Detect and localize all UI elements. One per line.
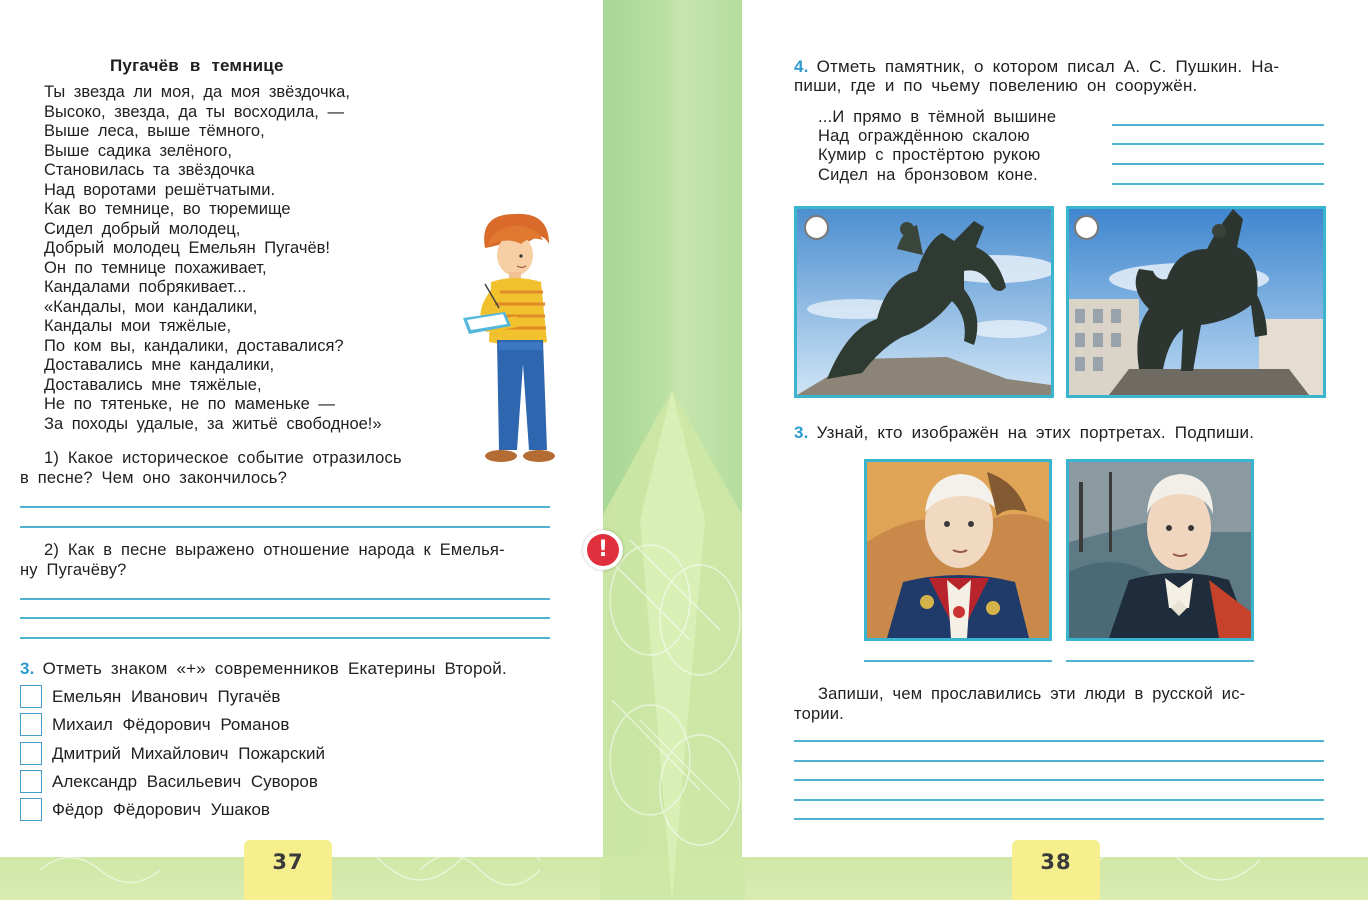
quote-line: Сидел на бронзовом коне.	[818, 166, 1038, 184]
poem-line: Он по темнице похаживает,	[44, 258, 267, 277]
task-4-text: Отметь памятник, о котором писал А. С. Пушкин. На-	[816, 57, 1280, 76]
poem-line: «Кандалы, мои кандалики,	[44, 297, 258, 316]
answer-line[interactable]	[20, 598, 550, 600]
answer-line[interactable]	[20, 617, 550, 619]
answer-line[interactable]	[20, 506, 550, 508]
poem-line: Выше садика зелёного,	[44, 141, 232, 160]
task-3-right-header	[794, 423, 1254, 443]
caption-line-portrait-2[interactable]	[1066, 660, 1254, 662]
boy-illustration	[455, 210, 565, 470]
caption-line-portrait-1[interactable]	[864, 660, 1052, 662]
poem-line: Выше леса, выше тёмного,	[44, 122, 265, 140]
monument-photo-bronze-horseman	[794, 206, 1054, 398]
option-label: Александр Васильевич Суворов	[52, 772, 318, 791]
poem-title: Пугачёв в темнице	[110, 56, 284, 75]
answer-line[interactable]	[794, 760, 1324, 762]
write-task-line-1: Запиши, чем прославились эти люди в русской ис-	[818, 685, 1246, 703]
answer-line[interactable]	[1112, 124, 1324, 126]
answer-line[interactable]	[1112, 143, 1324, 145]
poem-line: Высоко, звезда, да ты восходила, —	[44, 102, 344, 121]
checkbox-pozharsky[interactable]	[20, 742, 42, 765]
question-2-line-1: 2) Как в песне выражено отношение народа к Емелья-	[44, 541, 505, 559]
quote-line: Над ограждённою скалою	[818, 127, 1030, 145]
portrait-ushakov	[1066, 459, 1254, 641]
quote-line: Кумир с простёртою рукою	[818, 146, 1041, 164]
poem-line: Над воротами решётчатыми.	[44, 180, 276, 199]
answer-line[interactable]	[1112, 163, 1324, 165]
poem-line: Кандалами побрякивает...	[44, 278, 247, 296]
option-label: Фёдор Фёдорович Ушаков	[52, 800, 270, 819]
poem-line: Кандалы мои тяжёлые,	[44, 317, 232, 335]
poem-line: Сидел добрый молодец,	[44, 219, 241, 238]
radio-monument-1[interactable]	[804, 215, 829, 240]
task-3-text: Отметь знаком «+» современников Екатерины Второй.	[42, 659, 507, 678]
option-label: Дмитрий Михайлович Пожарский	[52, 744, 325, 763]
poem-line: Добрый молодец Емельян Пугачёв!	[44, 239, 330, 257]
question-1-line-1: 1) Какое историческое событие отразилось	[44, 449, 402, 467]
monument-photo-dolgoruky	[1066, 206, 1326, 398]
checkbox-pugachev[interactable]	[20, 685, 42, 708]
answer-line[interactable]	[794, 779, 1324, 781]
poem-line: Ты звезда ли моя, да моя звёздочка,	[44, 83, 350, 101]
answer-line[interactable]	[794, 740, 1324, 742]
page-number-left: 37	[244, 840, 332, 900]
write-task-line-2: тории.	[794, 705, 844, 723]
quote-line: ...И прямо в тёмной вышине	[818, 108, 1057, 126]
task-3-right-number: 3.	[794, 423, 809, 442]
task-4-number: 4.	[794, 57, 809, 76]
question-1-line-2: в песне? Чем оно закончилось?	[20, 469, 287, 487]
option-label: Емельян Иванович Пугачёв	[52, 687, 281, 706]
poem-line: За походы удалые, за житьё свободное!»	[44, 414, 382, 433]
answer-line[interactable]	[794, 818, 1324, 820]
checkbox-romanov[interactable]	[20, 713, 42, 736]
option-label: Михаил Фёдорович Романов	[52, 715, 290, 734]
left-page	[0, 0, 603, 857]
poem-line: Доставались мне тяжёлые,	[44, 375, 262, 394]
poem-line: По ком вы, кандалики, доставалися?	[44, 336, 344, 355]
answer-line[interactable]	[20, 637, 550, 639]
answer-line[interactable]	[20, 526, 550, 528]
radio-monument-2[interactable]	[1074, 215, 1099, 240]
poem-line: Не по тятеньке, не по маменьке —	[44, 395, 335, 413]
checkbox-ushakov[interactable]	[20, 798, 42, 821]
answer-line[interactable]	[1112, 183, 1324, 185]
task-4-line-2: пиши, где и по чьему повелению он сооружён.	[794, 76, 1198, 95]
task-3-right-text: Узнай, кто изображён на этих портретах. Подпиши.	[816, 423, 1255, 442]
poem-line: Становилась та звёздочка	[44, 161, 255, 179]
right-page	[742, 0, 1368, 857]
exclamation-icon: !	[587, 534, 619, 566]
task-4-line-1	[794, 57, 1279, 77]
poem-line: Как во темнице, во тюремище	[44, 200, 291, 218]
portrait-suvorov	[864, 459, 1052, 641]
alert-badge	[583, 530, 623, 570]
answer-line[interactable]	[794, 799, 1324, 801]
question-2-line-2: ну Пугачёву?	[20, 561, 127, 579]
page-number-right: 38	[1012, 840, 1100, 900]
task-3-header	[20, 659, 507, 679]
task-3-number: 3.	[20, 659, 35, 678]
checkbox-suvorov[interactable]	[20, 770, 42, 793]
poem-line: Доставались мне кандалики,	[44, 356, 275, 374]
